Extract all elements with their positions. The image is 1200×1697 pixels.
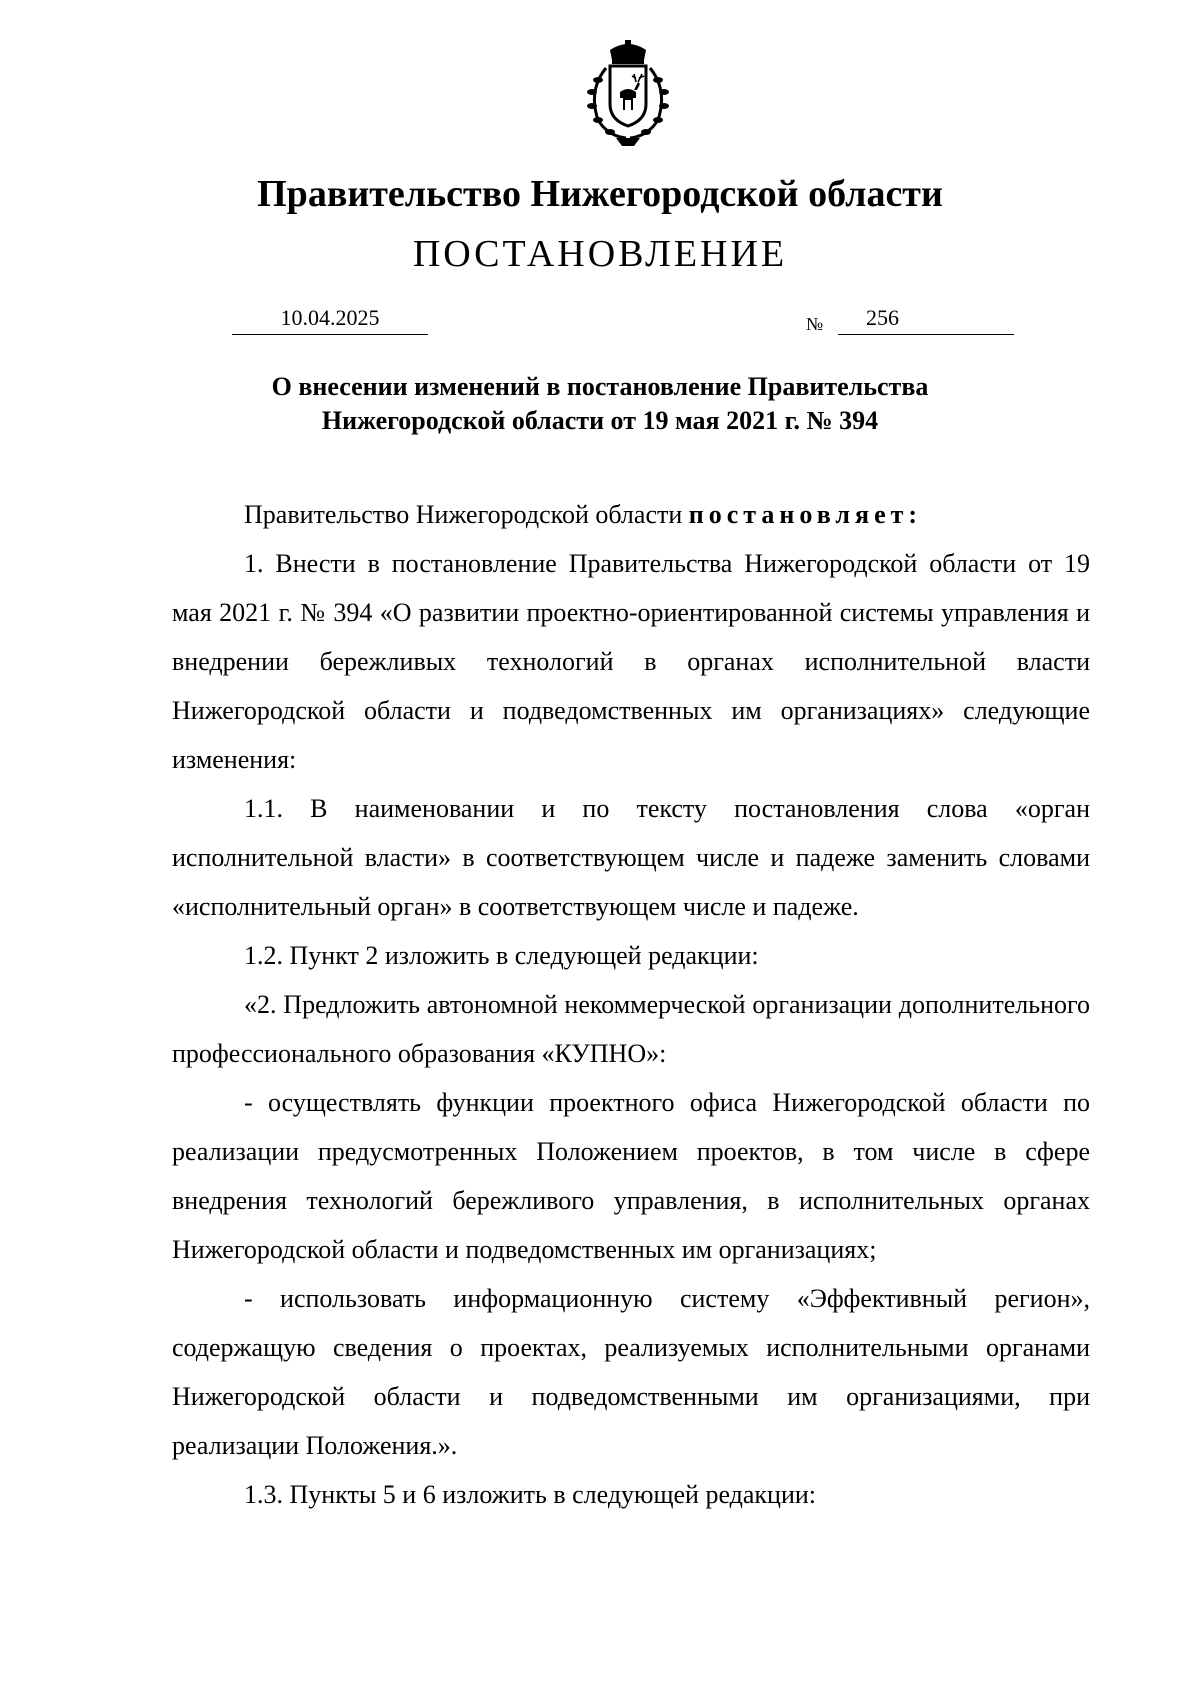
organization-title: Правительство Нижегородской области — [257, 173, 943, 215]
document-number-field — [838, 304, 1014, 335]
document-subject — [160, 370, 1040, 438]
paragraph-1-1: 1.1. В наименовании и по тексту постановления слова «орган исполнительной власти» в соответствующем числе и падеже заменить словами «исполнительный орган» в соответствующем числе и падеже. — [172, 794, 1090, 921]
number-label: № — [806, 314, 824, 334]
paragraph-1-2: 1.2. Пункт 2 изложить в следующей редакции: — [244, 941, 759, 970]
subject-line-1: О внесении изменений в постановление Правительства — [271, 372, 929, 401]
subject-line-2: Нижегородской области от 19 мая 2021 г. № 394 — [321, 406, 879, 435]
intro-paragraph — [172, 490, 1090, 539]
document-number: 256 — [866, 305, 899, 330]
quoted-point-2-item-b: - использовать информационную систему «Эффективный регион», содержащую сведения о проектах, реализуемых исполнительными органами Нижегородской области и подведомственными им организациями, при реализации Положения.». — [172, 1284, 1090, 1460]
document-body — [172, 490, 1090, 1519]
intro-prefix: Правительство Нижегородской области — [244, 500, 689, 529]
document-date: 10.04.2025 — [232, 304, 428, 335]
coat-of-arms-emblem — [576, 40, 680, 148]
document-type: ПОСТАНОВЛЕНИЕ — [412, 233, 788, 275]
intro-resolves: постановляет: — [688, 500, 923, 529]
paragraph-1: 1. Внести в постановление Правительства Нижегородской области от 19 мая 2021 г. № 394 «О развитии проектно-ориентированной системы управления и внедрении бережливых технологий в органах исполнительной власти Нижегородской области и подведомственных им организациях» следующие изменения: — [172, 549, 1090, 774]
paragraph-1-3: 1.3. Пункты 5 и 6 изложить в следующей редакции: — [244, 1480, 817, 1509]
quoted-point-2-item-a: - осуществлять функции проектного офиса Нижегородской области по реализации предусмотренных Положением проектов, в том числе в сфере внедрения технологий бережливого управления, в исполнительных органах Нижегородской области и подведомственных им организациях; — [172, 1088, 1090, 1264]
quoted-point-2: «2. Предложить автономной некоммерческой организации дополнительного профессионального образования «КУПНО»: — [172, 990, 1090, 1068]
